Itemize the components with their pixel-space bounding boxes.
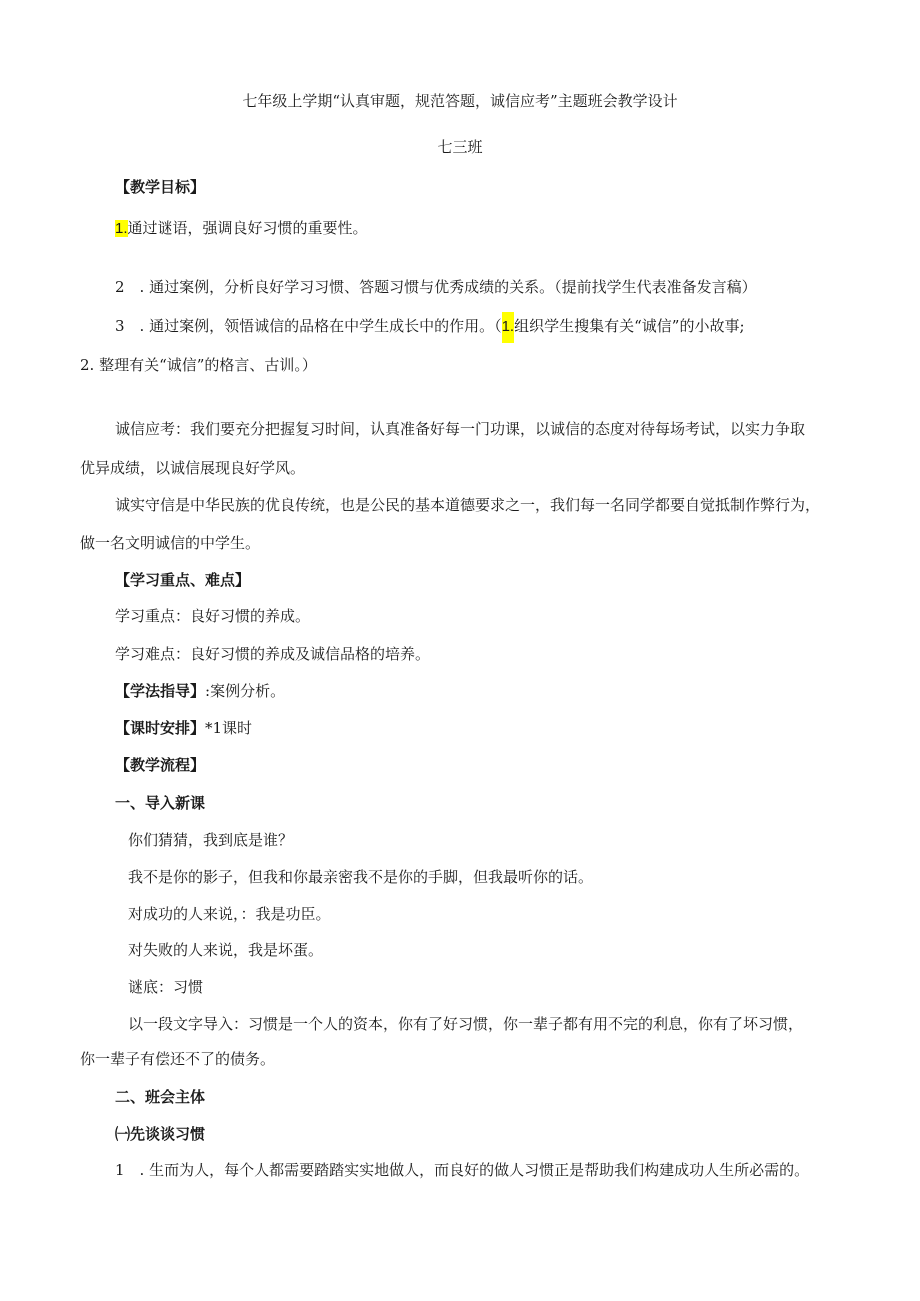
- intro-line1: 以一段文字导入：习惯是一个人的资本，你有了好习惯，你一辈子都有用不完的利息，你有了坏习惯，: [128, 1015, 804, 1033]
- goals-heading: 【教学目标】: [115, 178, 206, 196]
- para2-line2: 做一名文明诚信的中学生。: [80, 534, 261, 552]
- riddle-answer: 谜底：习惯: [128, 978, 204, 996]
- section2-item-1: 1 . 生而为人，每个人都需要踏踏实实地做人，而良好的做人习惯正是帮助我们构建成功人生所必需的。: [115, 1161, 810, 1179]
- class-name: 七三班: [437, 138, 483, 156]
- section2-subheading: ㈠先谈谈习惯: [115, 1125, 206, 1143]
- goal-item-2: 2 . 通过案例，分析良好学习习惯、答题习惯与优秀成绩的关系。（提前找学生代表准备发言稿）: [115, 278, 757, 296]
- intro-line2: 你一辈子有偿还不了的债务。: [80, 1050, 276, 1068]
- section1-heading: 一、导入新课: [115, 794, 206, 812]
- schedule-line: [115, 718, 252, 738]
- document-title: 七年级上学期“认真审题，规范答题，诚信应考”主题班会教学设计: [242, 92, 678, 110]
- method-heading: 【学法指导】: [115, 682, 206, 700]
- schedule-heading: 【课时安排】: [115, 719, 206, 737]
- goal-item-3: [115, 316, 745, 337]
- para2-line1: 诚实守信是中华民族的优良传统，也是公民的基本道德要求之一，我们每一名同学都要自觉抵制作弊行为，: [115, 496, 821, 514]
- key-difficulty: 学习难点：良好习惯的养成及诚信品格的培养。: [115, 645, 431, 663]
- goal-item-3-continued: 2. 整理有关“诚信”的格言、古训。）: [80, 356, 317, 374]
- schedule-text: *1课时: [205, 719, 253, 737]
- riddle-line-1: 我不是你的影子，但我和你最亲密我不是你的手脚，但我最听你的话。: [128, 868, 594, 886]
- section2-heading: 二、班会主体: [115, 1088, 206, 1106]
- para1-line1: 诚信应考：我们要充分把握复习时间，认真准备好每一门功课，以诚信的态度对待每场考试，以实力争取: [115, 420, 806, 438]
- method-line: [115, 681, 285, 701]
- goal-item-1-number: 1.: [115, 220, 128, 237]
- goal-item-3-sub-number: 1.: [502, 312, 515, 343]
- key-heading: 【学习重点、难点】: [115, 571, 251, 589]
- para1-line2: 优异成绩，以诚信展现良好学风。: [80, 459, 306, 477]
- riddle-line-2: 对成功的人来说，：我是功臣。: [128, 905, 331, 923]
- flow-heading: 【教学流程】: [115, 756, 206, 774]
- key-focus: 学习重点：良好习惯的养成。: [115, 607, 311, 625]
- riddle-line-3: 对失败的人来说，我是坏蛋。: [128, 941, 324, 959]
- method-text: :案例分析。: [205, 682, 286, 700]
- goal-item-1: [115, 218, 368, 239]
- goal-item-3-sub-text: 组织学生搜集有关“诚信”的小故事;: [514, 317, 745, 335]
- goal-item-3-text: 3 . 通过案例，领悟诚信的品格在中学生成长中的作用。（: [115, 317, 502, 335]
- goal-item-1-text: 通过谜语，强调良好习惯的重要性。: [127, 219, 368, 237]
- riddle-question: 你们猜猜，我到底是谁？: [128, 831, 294, 849]
